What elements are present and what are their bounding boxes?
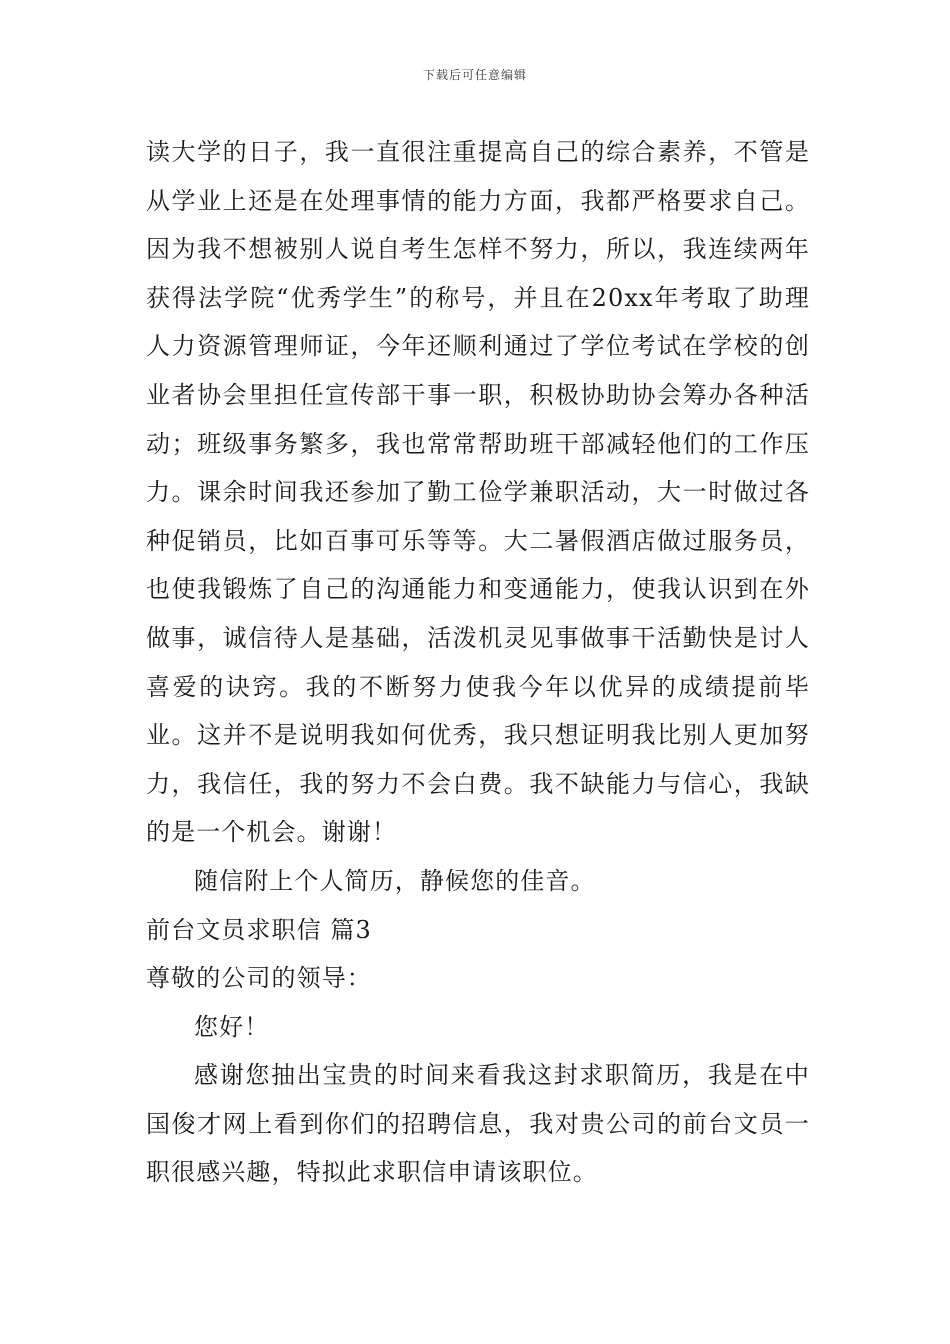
greeting: 您好！ xyxy=(194,1012,270,1041)
paragraph-intro: 感谢您抽出宝贵的时间来看我这封求职简历，我是在中国俊才网上看到你们的招聘信息，我对贵公司的前台文员一职很感兴趣，特拟此求职信申请该职位。 xyxy=(146,1061,810,1187)
document-body xyxy=(146,128,810,1197)
page-header-note: 下载后可任意编辑 xyxy=(422,68,527,82)
paragraph-self-description: 读大学的日子，我一直很注重提高自己的综合素养，不管是从学业上还是在处理事情的能力方面，我都严格要求自己。因为我不想被别人说自考生怎样不努力，所以，我连续两年获得法学院“优秀学生”的称号，并且在20xx年考取了助理人力资源管理师证，今年还顺利通过了学位考试在学校的创业者协会里担任宣传部干事一职，积极协助协会筹办各种活动；班级事务繁多，我也常常帮助班干部减轻他们的工作压力。课余时间我还参加了勤工俭学兼职活动，大一时做过各种促销员，比如百事可乐等等。大二暑假酒店做过服务员，也使我锻炼了自己的沟通能力和变通能力，使我认识到在外做事，诚信待人是基础，活泼机灵见事做事干活勤快是讨人喜爱的诀窍。我的不断努力使我今年以优异的成绩提前毕业。这并不是说明我如何优秀，我只想证明我比别人更加努力，我信任，我的努力不会白费。我不缺能力与信心，我缺的是一个机会。谢谢！ xyxy=(146,138,810,847)
salutation: 尊敬的公司的领导： xyxy=(146,964,372,993)
paragraph-resume-attached: 随信附上个人简历，静候您的佳音。 xyxy=(194,866,596,895)
section-title: 前台文员求职信 篇3 xyxy=(146,915,372,944)
